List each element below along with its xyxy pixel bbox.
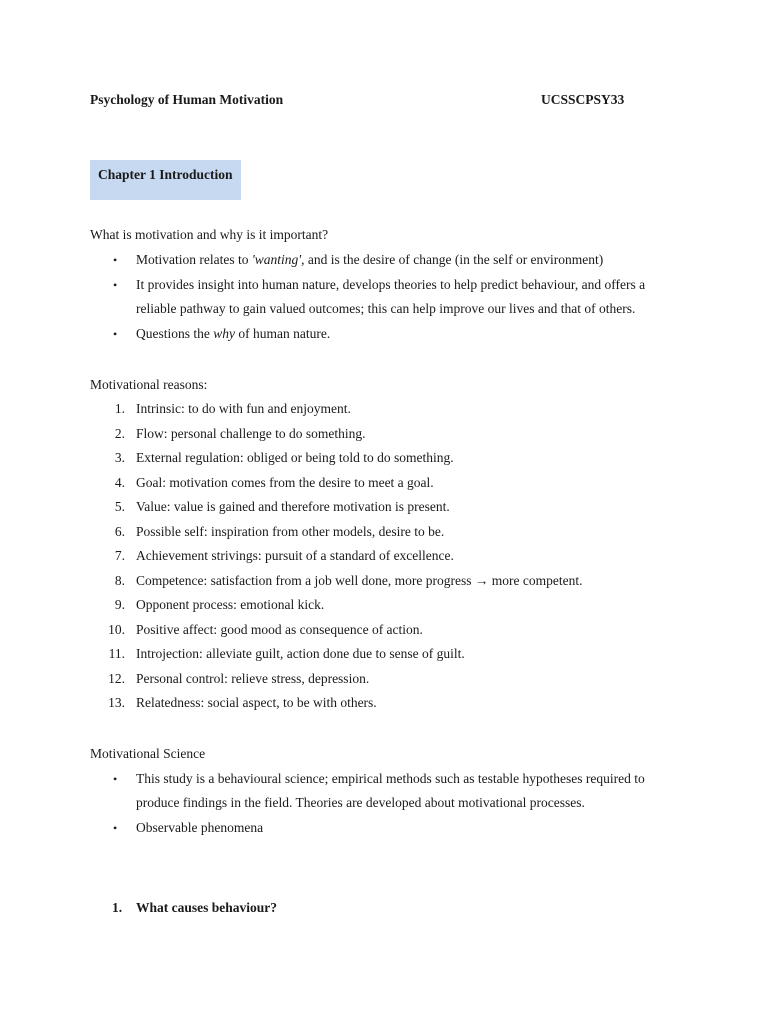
list-item: Positive affect: good mood as consequence of action.: [136, 622, 423, 637]
bullet-text-observable: Observable phenomena: [136, 820, 264, 835]
list-item-number: 11.: [108, 646, 125, 661]
bullet-text-part: Motivation relates to: [136, 252, 252, 267]
list-item: Intrinsic: to do with fun and enjoyment.: [136, 401, 351, 416]
list-item: Possible self: inspiration from other models, desire to be.: [136, 524, 445, 539]
list-item-number: 3.: [114, 450, 125, 465]
bullet-icon: •: [113, 253, 118, 267]
bullet-icon: •: [113, 772, 118, 786]
list-item-number: 7.: [114, 548, 125, 563]
question-heading: What causes behaviour?: [136, 900, 278, 915]
bullet-text-insight-line2: reliable pathway to gain valued outcomes; this can help improve our lives and that of others.: [136, 301, 636, 316]
list-item: Flow: personal challenge to do something.: [136, 426, 366, 441]
bullet-icon: •: [113, 327, 118, 341]
chapter-heading: Chapter 1 Introduction: [98, 167, 233, 182]
list-item-number: 8.: [114, 573, 125, 588]
list-item-number: 12.: [108, 671, 125, 686]
course-code: UCSSCPSY33: [541, 92, 625, 107]
list-item: Value: value is gained and therefore motivation is present.: [136, 499, 450, 514]
bullet-text-science-line1: This study is a behavioural science; empirical methods such as testable hypotheses required to: [136, 771, 645, 786]
list-item: Relatedness: social aspect, to be with others.: [136, 695, 377, 710]
list-item: Opponent process: emotional kick.: [136, 597, 325, 612]
list-item-number: 10.: [108, 622, 125, 637]
bullet-icon: •: [113, 278, 118, 292]
question-number: 1.: [112, 900, 123, 915]
bullet-text-part: , and is the desire of change (in the self or environment): [301, 252, 604, 267]
list-item: Personal control: relieve stress, depression.: [136, 671, 370, 686]
list-item-number: 4.: [114, 475, 125, 490]
section-heading-science: Motivational Science: [90, 746, 206, 761]
section-heading-importance: What is motivation and why is it important?: [90, 227, 329, 242]
list-item: External regulation: obliged or being told to do something.: [136, 450, 454, 465]
bullet-text-motivation: [136, 252, 603, 268]
list-item-number: 5.: [114, 499, 125, 514]
list-item: Goal: motivation comes from the desire to meet a goal.: [136, 475, 434, 490]
list-item: Achievement strivings: pursuit of a standard of excellence.: [136, 548, 454, 563]
emphasis-wanting: 'wanting': [251, 252, 302, 267]
bullet-icon: •: [113, 821, 118, 835]
document-title: Psychology of Human Motivation: [90, 92, 284, 107]
list-item-number: 9.: [114, 597, 125, 612]
list-item: Introjection: alleviate guilt, action done due to sense of guilt.: [136, 646, 465, 661]
bullet-text-insight-line1: It provides insight into human nature, develops theories to help predict behaviour, and offers a: [136, 277, 646, 292]
bullet-text-part: of human nature.: [235, 326, 331, 341]
bullet-text-questions: [136, 326, 330, 342]
list-item-number: 6.: [114, 524, 125, 539]
bullet-text-science-line2: produce findings in the field. Theories are developed about motivational processes.: [136, 795, 585, 810]
bullet-text-part: Questions the: [136, 326, 214, 341]
list-item: Competence: satisfaction from a job well done, more progress → more competent.: [136, 573, 583, 588]
list-item-number: 13.: [108, 695, 125, 710]
list-item-number: 2.: [114, 426, 125, 441]
list-item-number: 1.: [114, 401, 125, 416]
emphasis-why: why: [213, 326, 235, 341]
section-heading-reasons: Motivational reasons:: [90, 377, 208, 392]
